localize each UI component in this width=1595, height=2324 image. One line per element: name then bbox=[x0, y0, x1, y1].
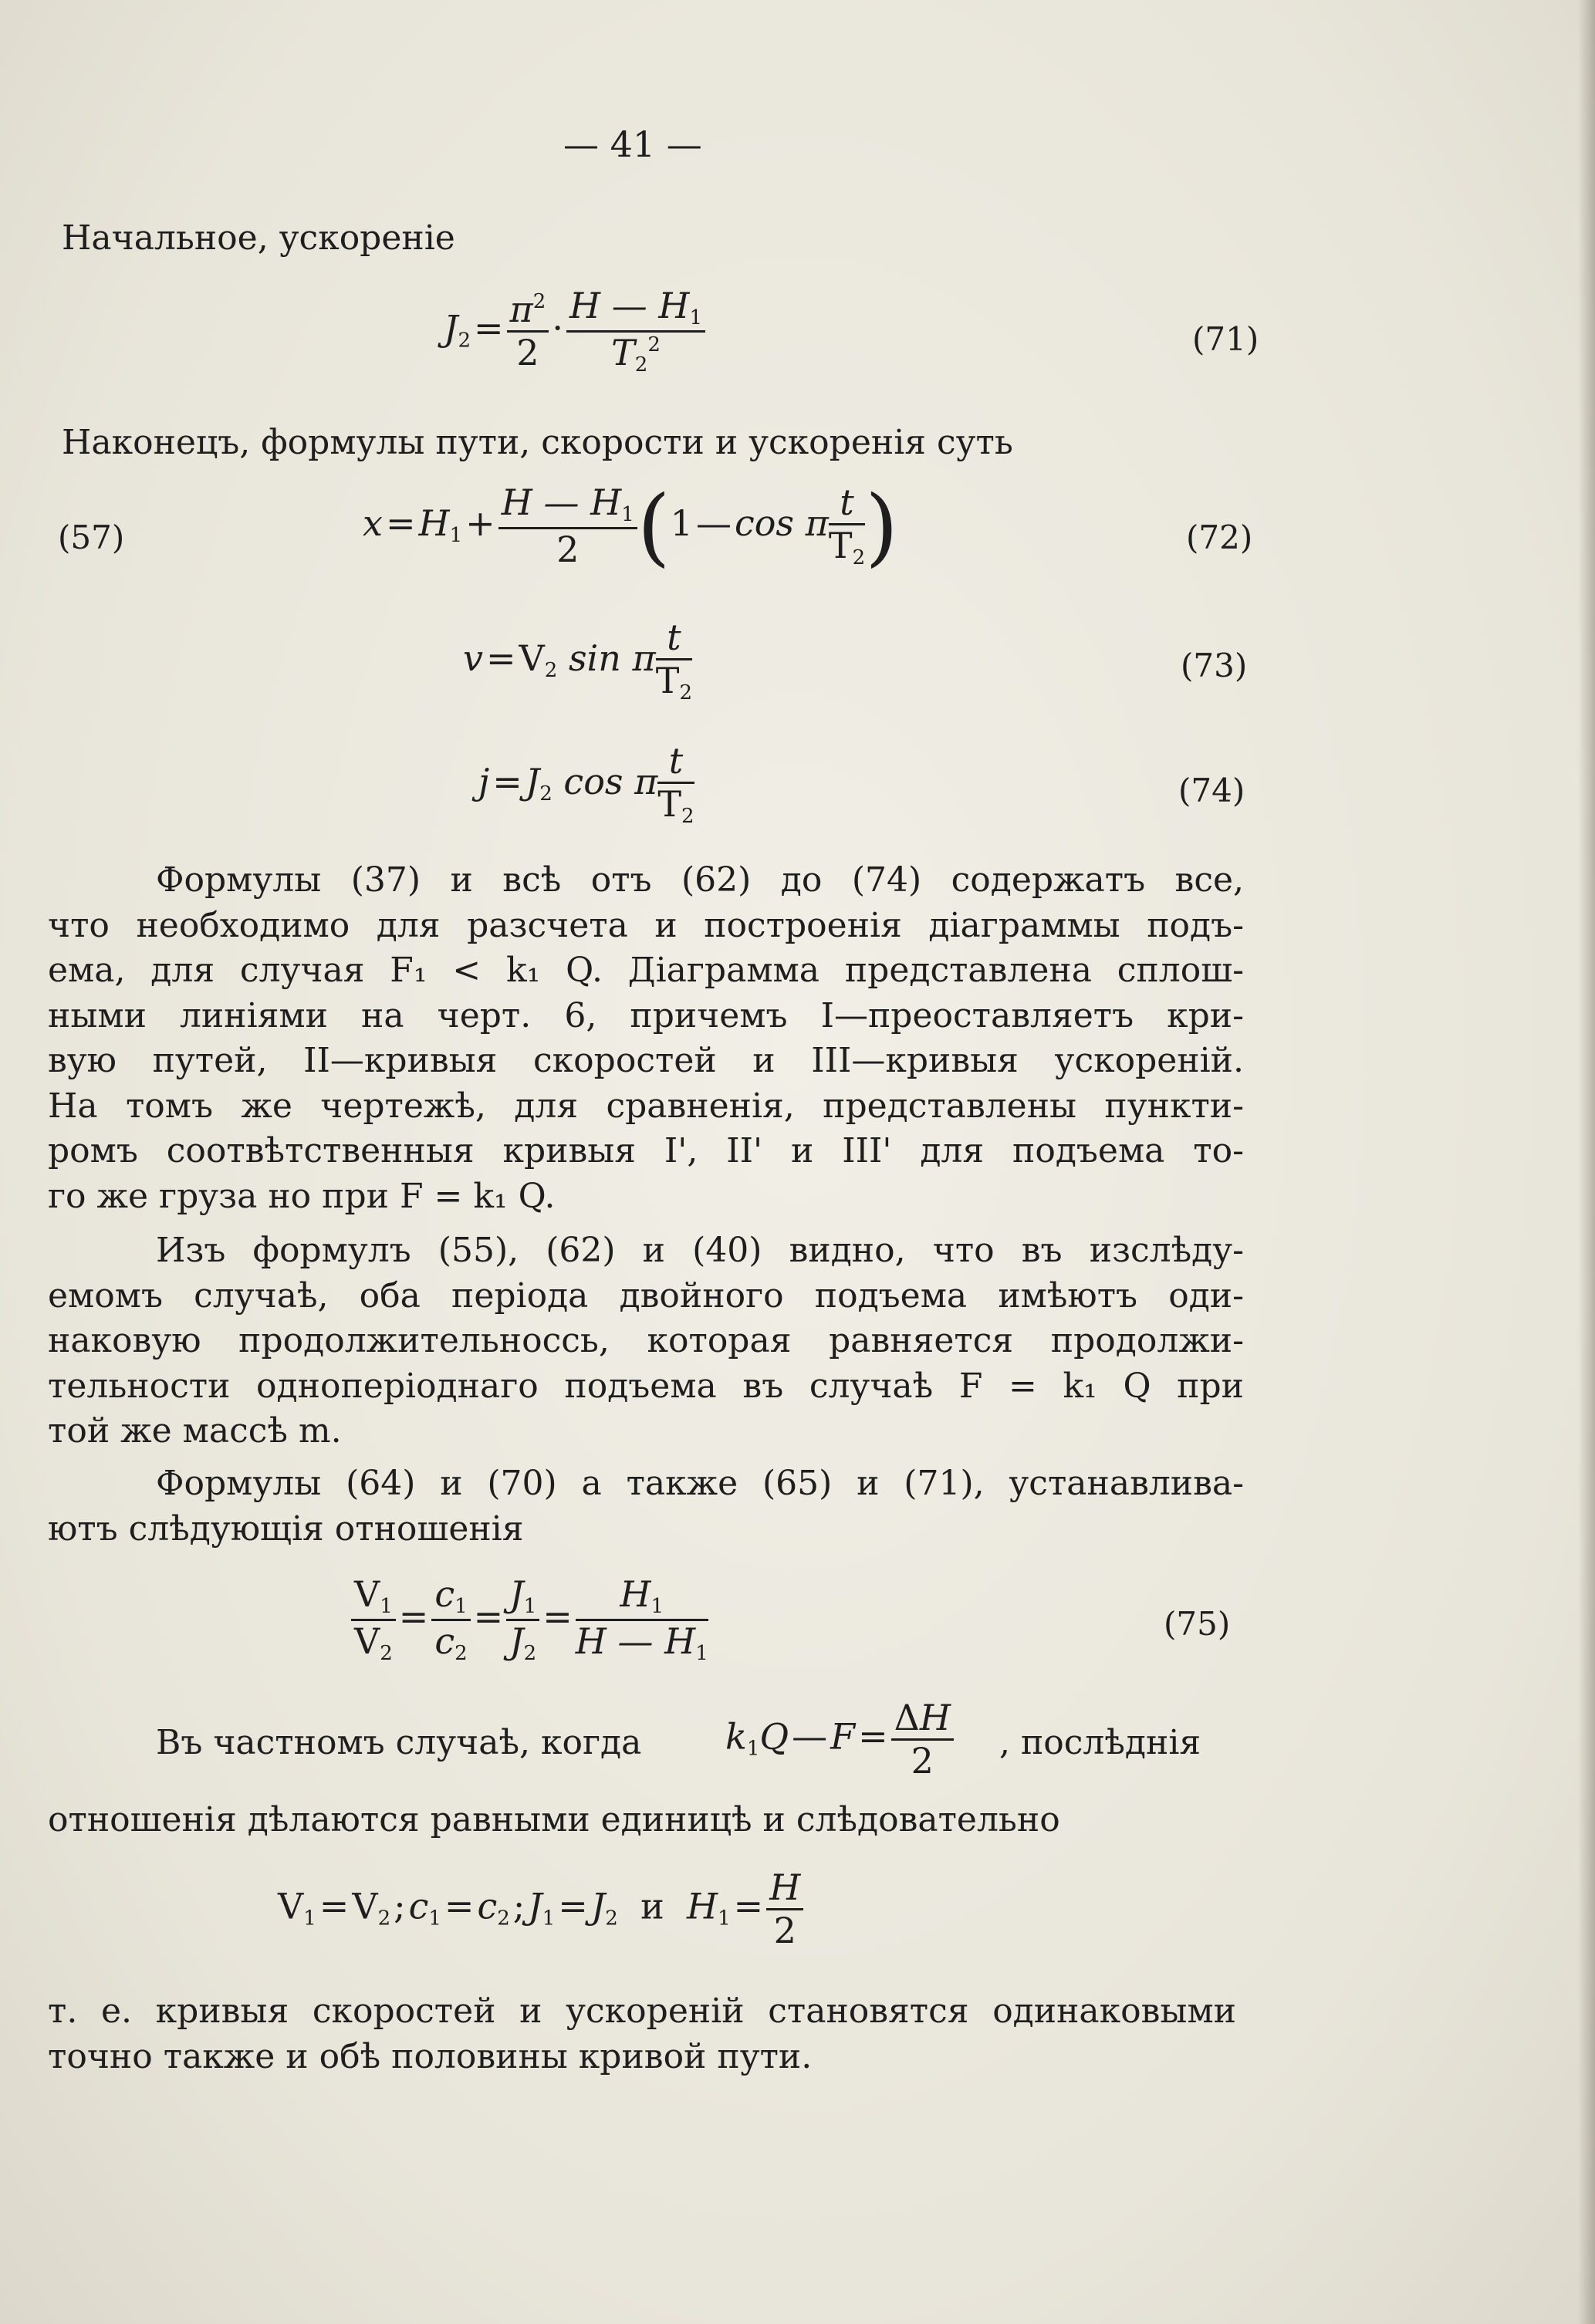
equation-71: $J_2=$ $\frac{\pi^2}{2}$ · $\frac{H — H_1}{T_2^2}$ bbox=[444, 285, 705, 377]
reference-57: (57) bbox=[58, 519, 125, 556]
paragraph-special-case-start: Въ частномъ случаѣ, когда bbox=[156, 1723, 642, 1762]
text-line: Формулы (37) и всѣ отъ (62) до (74) содержатъ все, bbox=[156, 860, 1244, 900]
text-line: что необходимо для разсчета и построенія діаграммы подъ- bbox=[48, 905, 1244, 945]
and-word: и bbox=[640, 1885, 664, 1927]
text-line: На томъ же чертежѣ, для сравненія, представлены пункти- bbox=[48, 1086, 1244, 1126]
text-line: емомъ случаѣ, оба періода двойного подъема имѣютъ оди- bbox=[48, 1275, 1244, 1316]
equation-number-75: (75) bbox=[1164, 1605, 1231, 1643]
equation-number-71: (71) bbox=[1192, 320, 1259, 358]
equation-number-72: (72) bbox=[1186, 519, 1253, 556]
paragraph-equal-unity: отношенія дѣлаются равными единицѣ и слѣдовательно bbox=[48, 1800, 1060, 1839]
text-line: го же груза но при F = k₁ Q. bbox=[48, 1176, 556, 1216]
equation-72: $x=H_1+$ $\frac{H — H_1}{2}$ (1—cos π $\frac{t}{T_2}$ ) bbox=[363, 476, 899, 576]
intro-line-initial-acceleration: Начальное, ускореніе bbox=[62, 218, 455, 258]
text-line: вую путей, II—кривыя скоростей и III—кривыя ускореній. bbox=[48, 1041, 1244, 1080]
text-line: тельности одноперіоднаго подъема въ случаѣ F = k₁ Q при bbox=[48, 1366, 1244, 1406]
paragraph-periods bbox=[48, 1228, 1244, 1454]
text-line: ными линіями на черт. 6, причемъ I—преоставляетъ кри- bbox=[48, 995, 1244, 1035]
text-line: ема, для случая F₁ < k₁ Q. Діаграмма представлена сплош- bbox=[48, 951, 1244, 990]
text-line: точно также и обѣ половины кривой пути. bbox=[48, 2036, 813, 2076]
text-line: т. е. кривыя скоростей и ускореній становятся одинаковыми bbox=[48, 1991, 1236, 2031]
equation-number-74: (74) bbox=[1178, 772, 1245, 809]
equalities-line: $V_1=V_2;c_1=c_2;J_1=J_2$ и $H_1=$ $\frac{H}{2}$ bbox=[278, 1867, 803, 1951]
formulas-intro-line: Наконецъ, формулы пути, скорости и ускоренія суть bbox=[62, 423, 1013, 462]
text-line: ютъ слѣдующія отношенія bbox=[48, 1508, 524, 1549]
page-edge-shadow bbox=[1578, 0, 1595, 2324]
text-line: Изъ формулъ (55), (62) и (40) видно, что въ изслѣду- bbox=[156, 1231, 1244, 1270]
text-line: наковую продолжительноссь, которая равняется продолжи- bbox=[48, 1321, 1244, 1360]
equation-number-73: (73) bbox=[1181, 647, 1248, 684]
paragraph-conclusion bbox=[48, 1989, 1236, 2079]
text-line: Формулы (64) и (70) а также (65) и (71), устанавлива- bbox=[156, 1464, 1244, 1503]
inline-formula-special-case: $k_1Q—F=$ $\frac{\Delta H}{2}$ bbox=[725, 1697, 954, 1782]
text-line: той же массѣ m. bbox=[48, 1411, 342, 1451]
equation-73: $v=V_2$ sin π $\frac{t}{T_2}$ bbox=[463, 616, 692, 704]
paragraph-diagram-description bbox=[48, 858, 1244, 1219]
text-line: ромъ соотвѣтственныя кривыя I', II' и III' для подъема то- bbox=[48, 1131, 1244, 1170]
equation-75: $\frac{V_1}{V_2}$ = $\frac{c_1}{c_2}$ = $\frac{J_1}{J_2}$ = $\frac{H_1}{H — H_1}$ bbox=[351, 1574, 708, 1666]
page-number: — 41 — bbox=[563, 123, 702, 165]
paragraph-special-case-tail: , послѣднія bbox=[999, 1723, 1201, 1762]
paragraph-relations-intro bbox=[48, 1461, 1244, 1552]
equation-74: $j=J_2$ cos π $\frac{t}{T_2}$ bbox=[478, 740, 694, 828]
